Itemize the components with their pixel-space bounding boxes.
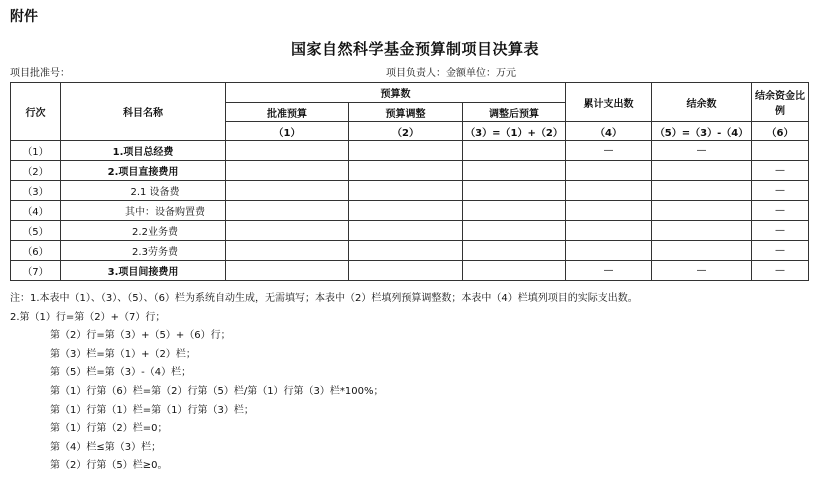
subject-name: 其中：设备购置费 — [61, 201, 226, 221]
ratio-cell: — — [752, 221, 809, 241]
row-number: （3） — [11, 181, 61, 201]
subject-name: 2.项目直接费用 — [61, 161, 226, 181]
approved-budget-cell[interactable] — [226, 141, 349, 161]
header-ratio: 结余资金比例 — [752, 83, 809, 122]
adjusted-budget-cell — [463, 181, 566, 201]
ratio-cell: — — [752, 201, 809, 221]
cumulative-cell[interactable] — [566, 181, 652, 201]
note-line: 第（5）栏=第（3）-（4）栏； — [50, 367, 192, 379]
subject-name: 2.1 设备费 — [61, 181, 226, 201]
row-number: （6） — [11, 241, 61, 261]
final-accounts-table — [10, 82, 809, 281]
adjusted-budget-cell — [463, 201, 566, 221]
subject-name: 2.2业务费 — [61, 221, 226, 241]
approved-budget-cell[interactable] — [226, 261, 349, 281]
budget-adjust-cell[interactable] — [349, 241, 463, 261]
approved-budget-cell[interactable] — [226, 221, 349, 241]
note-line: 第（2）行第（5）栏≥0。 — [50, 460, 168, 472]
cumulative-cell: — — [566, 261, 652, 281]
budget-adjust-cell[interactable] — [349, 201, 463, 221]
table-row — [11, 141, 809, 161]
adjusted-budget-cell — [463, 261, 566, 281]
table-row — [11, 241, 809, 261]
attachment-label: 附件 — [10, 9, 38, 25]
adjusted-budget-cell — [463, 241, 566, 261]
leader-unit-label: 项目负责人：金额单位：万元 — [386, 68, 516, 79]
row-number: （5） — [11, 221, 61, 241]
note-line: 第（1）行第（6）栏=第（2）行第（5）栏/第（1）行第（3）栏*100%； — [50, 385, 384, 397]
table-row — [11, 201, 809, 221]
approved-budget-cell[interactable] — [226, 201, 349, 221]
adjusted-budget-cell — [463, 221, 566, 241]
header-adjust: 预算调整 — [349, 103, 463, 122]
page-title: 国家自然科学基金预算制项目决算表 — [290, 40, 539, 58]
table-row — [11, 261, 809, 281]
col-index-1: （1） — [226, 122, 349, 141]
table-row — [11, 161, 809, 181]
header-adjusted: 调整后预算 — [463, 103, 566, 122]
col-index-3: （3）=（1）+（2） — [463, 122, 566, 141]
note-line: 第（1）行第（2）栏=0； — [50, 423, 168, 435]
approved-budget-cell[interactable] — [226, 241, 349, 261]
header-approved: 批准预算 — [226, 103, 349, 122]
cumulative-cell[interactable] — [566, 161, 652, 181]
note-line: 第（1）行第（1）栏=第（1）行第（3）栏； — [50, 404, 254, 416]
note-line: 第（2）行=第（3）+（5）+（6）行； — [50, 330, 231, 342]
notes-section — [10, 290, 825, 476]
adjusted-budget-cell — [463, 161, 566, 181]
budget-adjust-cell[interactable] — [349, 141, 463, 161]
budget-adjust-cell[interactable] — [349, 161, 463, 181]
col-index-6: （6） — [752, 122, 809, 141]
subject-name: 3.项目间接费用 — [61, 261, 226, 281]
note-line: 2.第（1）行=第（2）+（7）行； — [10, 311, 166, 323]
subject-name: 2.3劳务费 — [61, 241, 226, 261]
subject-name: 1.项目总经费 — [61, 141, 226, 161]
budget-adjust-cell[interactable] — [349, 221, 463, 241]
note-line: 第（4）栏≤第（3）栏； — [50, 441, 162, 453]
adjusted-budget-cell — [463, 141, 566, 161]
row-number: （4） — [11, 201, 61, 221]
cumulative-cell[interactable] — [566, 241, 652, 261]
balance-cell — [652, 161, 752, 181]
balance-cell — [652, 201, 752, 221]
header-budget-group: 预算数 — [226, 83, 566, 103]
balance-cell — [652, 181, 752, 201]
note-line: 第（3）栏=第（1）+（2）栏； — [50, 348, 196, 360]
row-number: （7） — [11, 261, 61, 281]
ratio-cell: — — [752, 261, 809, 281]
col-index-4: （4） — [566, 122, 652, 141]
approved-budget-cell[interactable] — [226, 161, 349, 181]
ratio-cell: — — [752, 181, 809, 201]
header-row-no: 行次 — [11, 83, 61, 141]
ratio-cell: — — [752, 161, 809, 181]
budget-adjust-cell[interactable] — [349, 181, 463, 201]
cumulative-cell[interactable] — [566, 221, 652, 241]
balance-cell: — — [652, 261, 752, 281]
balance-cell — [652, 241, 752, 261]
table-row — [11, 221, 809, 241]
note-line: 注：1.本表中（1）、（3）、（5）、（6）栏为系统自动生成，无需填写；本表中（2）栏填列预算调整数；本表中（4）栏填列项目的实际支出数。 — [10, 293, 638, 304]
table-row — [11, 181, 809, 201]
row-number: （1） — [11, 141, 61, 161]
header-cumulative: 累计支出数 — [566, 83, 652, 122]
cumulative-cell[interactable] — [566, 201, 652, 221]
ratio-cell: — — [752, 241, 809, 261]
col-index-2: （2） — [349, 122, 463, 141]
balance-cell: — — [652, 141, 752, 161]
budget-adjust-cell[interactable] — [349, 261, 463, 281]
row-number: （2） — [11, 161, 61, 181]
approval-number-label: 项目批准号： — [10, 68, 70, 79]
ratio-cell — [752, 141, 809, 161]
balance-cell — [652, 221, 752, 241]
col-index-5: （5）=（3）-（4） — [652, 122, 752, 141]
cumulative-cell: — — [566, 141, 652, 161]
header-subject: 科目名称 — [61, 83, 226, 141]
approved-budget-cell[interactable] — [226, 181, 349, 201]
header-balance: 结余数 — [652, 83, 752, 122]
